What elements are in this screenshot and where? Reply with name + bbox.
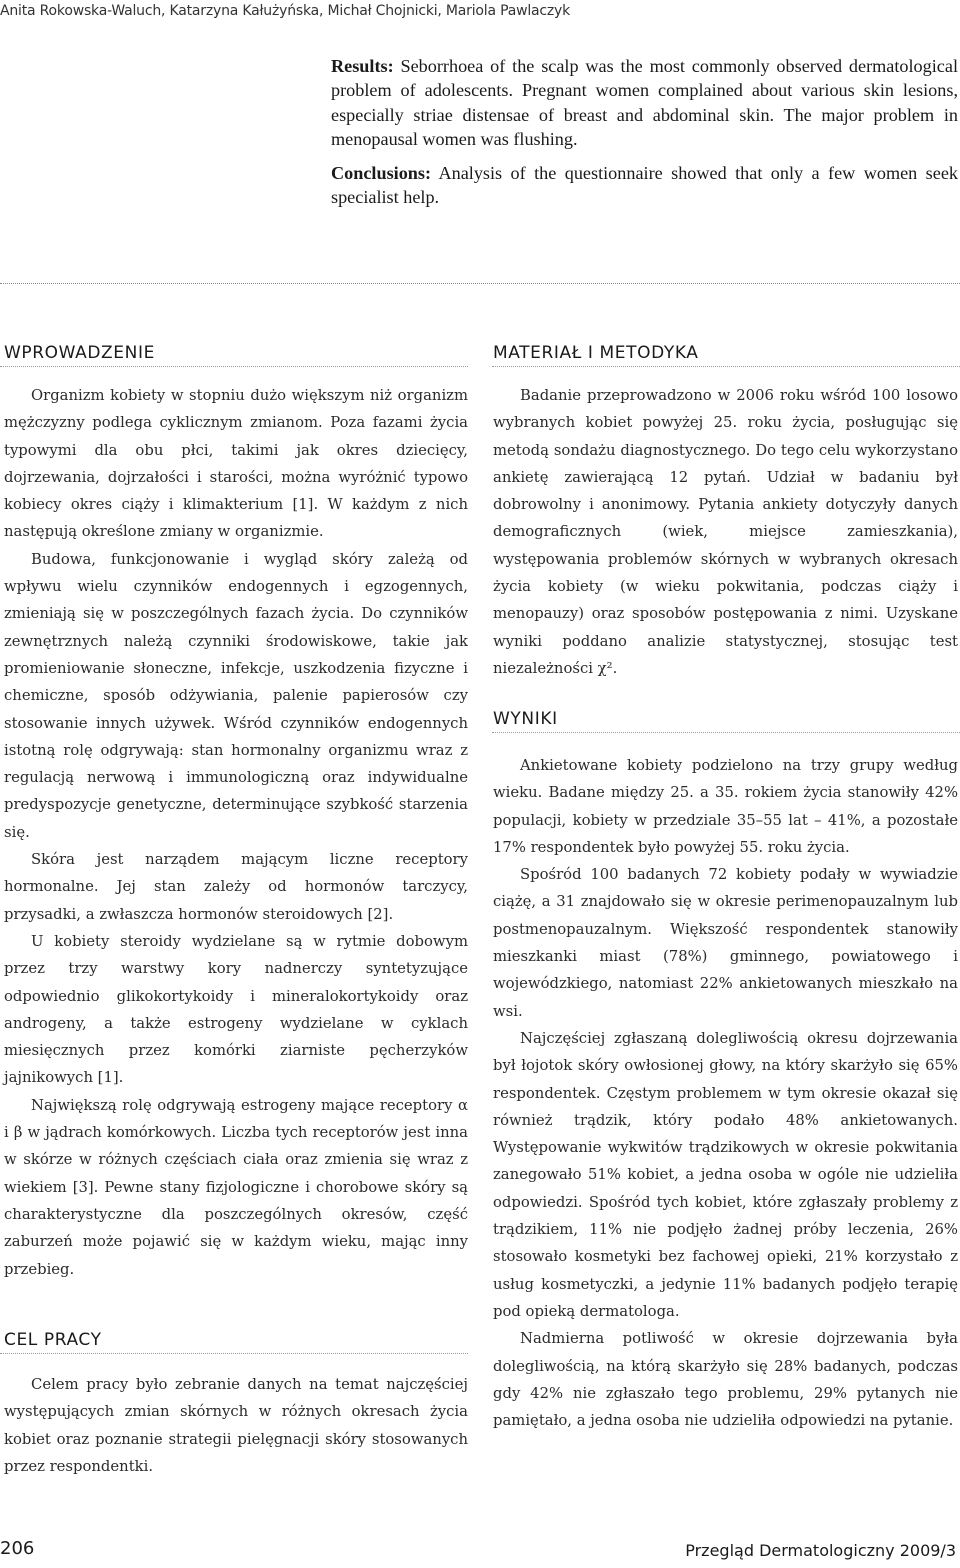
heading-material: MATERIAŁ I METODYKA (493, 343, 699, 363)
paragraph: Badanie przeprowadzono w 2006 roku wśród 100 losowo wybranych kobiet powyżej 25. roku życia, posługując się metodą sondażu diagnostycznego. Do tego celu wykorzystano ankietę zawierającą 12 pytań. Udział w badaniu był dobrowolny i anonimowy. Pytania ankiety dotyczyły danych demograficznych (wiek, miejsce zamieszkania), występowania problemów skórnych w wybranych okresach życia kobiety (w wieku pokwitania, podczas ciąży i menopauzy) oraz sposobów postępowania z nimi. Uzyskane wyniki poddano analizie statystycznej, stosując test niezależności χ². (493, 387, 958, 677)
section-divider (0, 283, 960, 284)
abstract-conclusions (331, 161, 958, 210)
paragraph: Spośród 100 badanych 72 kobiety podały w wywiadzie ciążę, a 31 znajdowało się w okresie perimenopauzalnym lub postmenopauzalnym. Większość respondentek stanowiły mieszkanki miast (78%) gminnego, powiatowego i wojewódzkiego, natomiast 22% ankietowanych mieszkało na wsi. (493, 866, 958, 1020)
abstract-results (331, 54, 958, 151)
wprowadzenie-body (4, 382, 468, 1283)
page-number: 206 (0, 1538, 35, 1559)
conclusions-text: Analysis of the questionnaire showed that only a few women seek specialist help. (331, 163, 958, 208)
paragraph: Ankietowane kobiety podzielono na trzy grupy według wieku. Badane między 25. a 35. rokiem życia stanowiły 42% populacji, kobiety w przedziale 35–55 lat – 41%, a pozostałe 17% respondentek było powyżej 55. roku życia. (493, 757, 958, 856)
heading-underline (0, 366, 468, 367)
paragraph: Organizm kobiety w stopniu dużo większym niż organizm mężczyzny podlega cyklicznym zmianom. Poza fazami życia typowymi dla obu płci, takimi jak okres dziecięcy, dojrzewania, dojrzałości i starości, można wyróżnić typowo kobiecy okres ciąży i klimakterium [1]. W każdym z nich następują określone zmiany w organizmie. (4, 387, 468, 541)
heading-wprowadzenie: WPROWADZENIE (4, 343, 155, 363)
wyniki-body (493, 752, 958, 1434)
paragraph: Celem pracy było zebranie danych na temat najczęściej występujących zmian skórnych w różnych okresach życia kobiet oraz poznanie strategii pielęgnacji skóry stosowanych przez respondentki. (4, 1376, 468, 1475)
paragraph: Nadmierna potliwość w okresie dojrzewania była dolegliwością, na którą skarżyło się 28% badanych, podczas gdy 42% nie zgłaszało tego problemu, 29% pytanych nie pamiętało, a jedna osoba nie udzieliła odpowiedzi na pytanie. (493, 1330, 958, 1430)
running-header-authors: Anita Rokowska-Waluch, Katarzyna Kałużyńska, Michał Chojnicki, Mariola Pawlaczyk (0, 3, 571, 19)
paragraph: Skóra jest narządem mającym liczne receptory hormonalne. Jej stan zależy od hormonów tarczycy, przysadki, a zwłaszcza hormonów steroidowych [2]. (4, 851, 468, 923)
heading-wyniki: WYNIKI (493, 709, 558, 729)
paragraph: Budowa, funkcjonowanie i wygląd skóry zależą od wpływu wielu czynników endogennych i egzogennych, zmieniają się w poszczególnych fazach życia. Do czynników zewnętrznych należą czynniki środowiskowe, takie jak promieniowanie słoneczne, infekcje, uszkodzenia fizyczne i chemiczne, sposób odżywiania, palenie papierosów czy stosowanie innych używek. Wśród czynników endogennych istotną rolę odgrywają: stan hormonalny organizmu wraz z regulacją nerwową i immunologiczną oraz indywidualne predyspozycje genetyczne, determinujące szybkość starzenia się. (4, 550, 468, 841)
conclusions-label: Conclusions: (331, 163, 432, 184)
paragraph: Największą rolę odgrywają estrogeny mające receptory α i β w jądrach komórkowych. Liczba tych receptorów jest inna w skórze w różnych częściach ciała oraz zmienia się wraz z wiekiem [3]. Pewne stany fizjologiczne i chorobowe skóry są charakterystyczne dla poszczególnych okresów, część zaburzeń może pojawić się w każdym wieku, mając inny przebieg. (4, 1096, 468, 1278)
paragraph: U kobiety steroidy wydzielane są w rytmie dobowym przez trzy warstwy kory nadnerczy syntetyzujące odpowiednio glikokortykoidy i mineralokortykoidy oraz androgeny, a także estrogeny wydzielane w cyklach miesięcznych przez komórki ziarniste pęcherzyków jajnikowych [1]. (4, 932, 468, 1087)
journal-name: Przegląd Dermatologiczny 2009/3 (685, 1541, 956, 1560)
heading-underline (492, 732, 960, 733)
results-text: Seborrhoea of the scalp was the most commonly observed dermatological problem of adolescents. Pregnant women complained about various skin lesions, especially striae distensae of breast and abdominal skin. The major problem in menopausal women was flushing. (331, 56, 958, 149)
heading-underline (492, 366, 960, 367)
heading-cel-pracy: CEL PRACY (4, 1330, 102, 1350)
results-label: Results: (331, 56, 394, 76)
abstract (331, 54, 958, 210)
heading-underline (0, 1353, 468, 1354)
cel-pracy-body (4, 1371, 468, 1480)
material-body (493, 382, 958, 682)
paragraph: Najczęściej zgłaszaną dolegliwością okresu dojrzewania był łojotok skóry owłosionej głowy, na który skarżyło się 65% respondentek. Częstym problemem w tym okresie okazał się również trądzik, który podało 48% ankietowanych. Występowanie wykwitów trądzikowych w okresie pokwitania zanegowało 51% kobiet, a jedna osoba w ogóle nie udzieliła odpowiedzi. Spośród tych kobiet, które zgłaszały problemy z trądzikiem, 11% nie podjęło żadnej próby leczenia, 26% stosowało kosmetyki bez fachowej opieki, 21% korzystało z usług kosmetyczki, a jedynie 11% badanych podjęło terapię pod opieką dermatologa. (493, 1029, 958, 1320)
